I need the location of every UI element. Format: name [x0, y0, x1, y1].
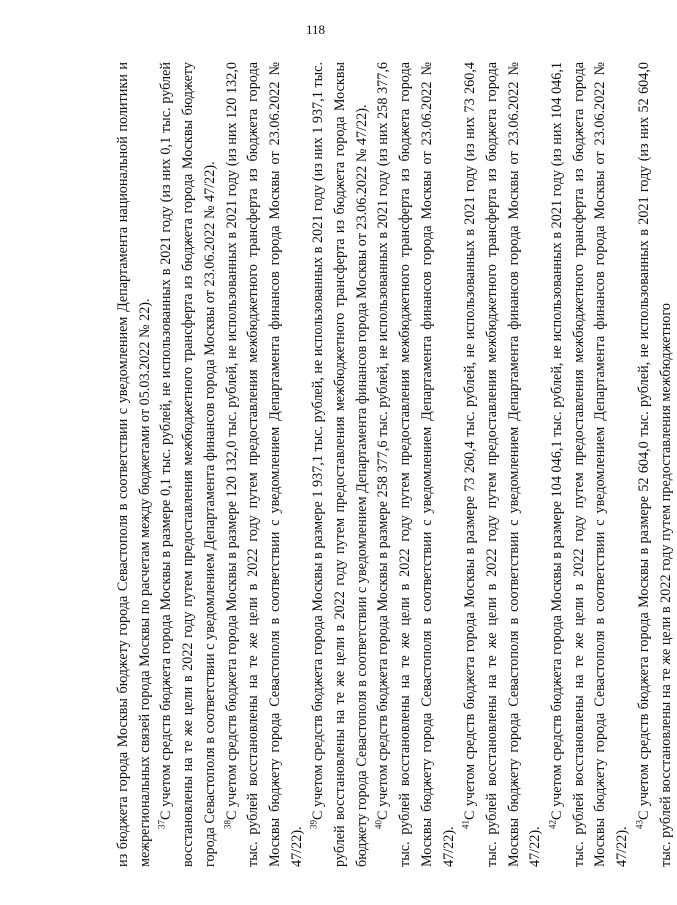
footnote-42: [547, 62, 634, 867]
footnote-marker: 42: [547, 820, 558, 829]
page-number: 118: [305, 22, 326, 37]
paragraph-text: С учетом средств бюджета города Москвы в размере 1 937,1 тыс. рублей, не использованных в 2021 году (из них 1 937,1 тыс. рублей восстановлены на те же цели в 2022 году путем предоставления межбюджетного трансферта из бюджета города Москвы бюджету города Севастополя в соответствии с уведомлением Департамента финансов города Москвы от 23.06.2022 № 47/22).: [310, 62, 370, 867]
paragraph-text: из бюджета города Москвы бюджету города Севастополя в соответствии с уведомлением Департамента национальной политики и межрегиональных связей города Москвы по расчетам между бюджетами от 05.03.2022 № 22).: [115, 62, 153, 867]
footnote-marker: 41: [460, 820, 471, 829]
paragraph-text: С учетом средств бюджета города Москвы в размере 104 046,1 тыс. рублей, не использованных в 2021 году (из них 104 046,1 тыс. рублей восстановлены на те же цели в 2022 году путем предоставления межбюджетного трансферта из бюджета города Москвы бюджету города Севастополя в соответствии с уведомлением Департамента финансов города Москвы от 23.06.2022 № 47/22).: [549, 62, 631, 867]
rotated-text-block: [113, 62, 674, 867]
footnote-marker: 39: [308, 820, 319, 829]
paragraph-continuation: [113, 62, 156, 867]
footnote-43: [634, 62, 677, 867]
footnote-40: [373, 62, 460, 867]
footnote-38: [222, 62, 309, 867]
footnote-37: [156, 62, 221, 867]
footnote-41: [460, 62, 547, 867]
footnote-marker: 40: [373, 820, 384, 829]
paragraph-text: С учетом средств бюджета города Москвы в размере 73 260,4 тыс. рублей, не использованных в 2021 году (из них 73 260,4 тыс. рублей восстановлены на те же цели в 2022 году путем предоставления межбюджетного трансферта из бюджета города Москвы бюджету города Севастополя в соответствии с уведомлением Департамента финансов города Москвы от 23.06.2022 № 47/22).: [462, 62, 544, 867]
paragraph-text: С учетом средств бюджета города Москвы в размере 120 132,0 тыс. рублей, не использованных в 2021 году (из них 120 132,0 тыс. рублей восстановлены на те же цели в 2022 году путем предоставления межбюджетного трансферта из бюджета города Москвы бюджету города Севастополя в соответствии с уведомлением Департамента финансов города Москвы от 23.06.2022 № 47/22).: [223, 62, 305, 867]
paragraph-text: С учетом средств бюджета города Москвы в размере 52 604,0 тыс. рублей, не использованных в 2021 году (из них 52 604,0 тыс. рублей восстановлены на те же цели в 2022 году путем предоставления межбюджетного: [635, 62, 674, 867]
footnote-marker: 43: [634, 820, 645, 829]
paragraph-text: С учетом средств бюджета города Москвы в размере 258 377,6 тыс. рублей, не использованных в 2021 году (из них 258 377,6 тыс. рублей восстановлены на те же цели в 2022 году путем предоставления межбюджетного трансферта из бюджета города Москвы бюджету города Севастополя в соответствии с уведомлением Департамента финансов города Москвы от 23.06.2022 № 47/22).: [375, 62, 457, 867]
footnote-39: [308, 62, 373, 867]
footnote-marker: 38: [221, 820, 232, 829]
paragraph-text: С учетом средств бюджета города Москвы в размере 0,1 тыс. рублей, не использованных в 2021 году (из них 0,1 тыс. рублей восстановлены на те же цели в 2022 году путем предоставления межбюджетного трансферта из бюджета города Москвы бюджету города Севастополя в соответствии с уведомлением Департамента финансов города Москвы от 23.06.2022 № 47/22).: [158, 62, 218, 867]
footnote-marker: 37: [156, 820, 167, 829]
